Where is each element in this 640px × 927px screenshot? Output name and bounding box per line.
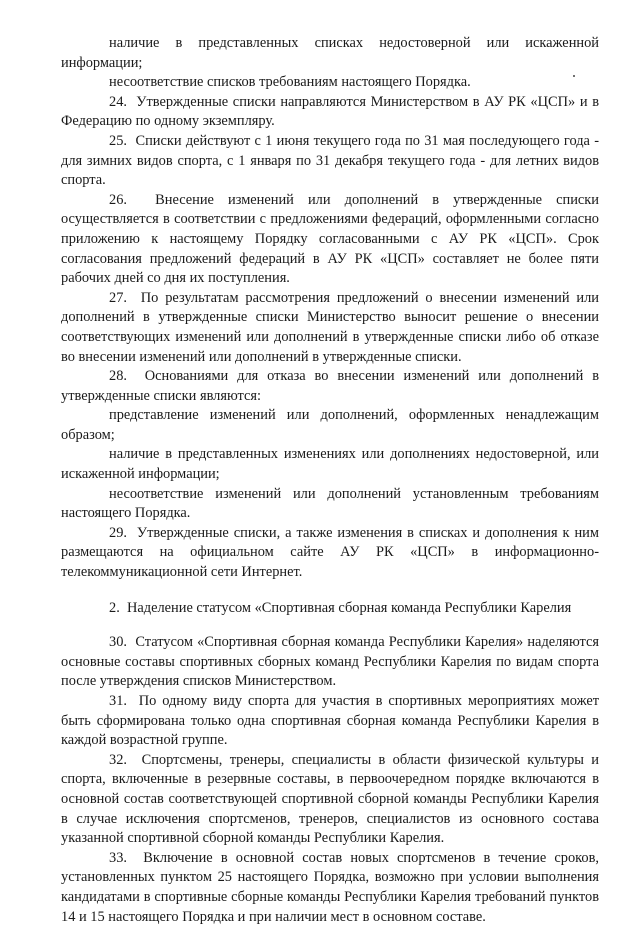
paragraph-26: 26. Внесение изменений или дополнений в утвержденные списки осуществляется в соответствии с предложениями федераций, оформленными согласно приложению к настоящему Порядку согласованными с АУ РК «ЦСП». Срок согласования предложений федераций в АУ РК «ЦСП» составляет не более пяти рабочих дней со дня их поступления. xyxy=(61,191,599,287)
paragraph-25: 25. Списки действуют с 1 июня текущего года по 31 мая последующего года - для зимних видов спорта, с 1 января по 31 декабря текущего года - для летних видов спорта. xyxy=(61,132,599,189)
paragraph: несоответствие списков требованиям настоящего Порядка. xyxy=(109,74,471,91)
paragraph: наличие в представленных изменениях или дополнениях недостоверной, или искаженной информации; xyxy=(61,446,599,483)
paragraph-31: 31. По одному виду спорта для участия в спортивных мероприятиях может быть сформирована только одна спортивная сборная команда Республики Карелия в каждой возрастной группе. xyxy=(61,693,599,749)
paragraph-28: 28. Основаниями для отказа во внесении изменений или дополнений в утвержденные списки являются: xyxy=(61,368,599,404)
document-page xyxy=(61,34,599,927)
paragraph: наличие в представленных списках недостоверной или искаженной информации; xyxy=(61,35,599,71)
paragraph-30: 30. Статусом «Спортивная сборная команда Республики Карелия» наделяются основные составы спортивных сборных команд Республики Карелия по видам спорта после утверждения списков Министерством. xyxy=(61,634,599,690)
paragraph-29: 29. Утвержденные списки, а также изменения в списках и дополнения к ним размещаются на официальном сайте АУ РК «ЦСП» в информационно-телекоммуникационной сети Интернет. xyxy=(61,524,599,581)
section-heading: 2. Наделение статусом «Спортивная сборная команда Республики Карелия xyxy=(109,599,572,616)
scan-speck xyxy=(573,75,575,77)
paragraph-24: 24. Утвержденные списки направляются Министерством в АУ РК «ЦСП» и в Федерацию по одному экземпляру. xyxy=(61,93,599,130)
paragraph-32: 32. Спортсмены, тренеры, специалисты в области физической культуры и спорта, включенные в резервные составы, в первоочередном порядке включаются в основной состав соответствующей спортивной сборной команды Республики Карелия в случае исключения спортсменов, тренеров, специалистов из основного состава указанной спортивной сборной команды Республики Карелия. xyxy=(61,751,599,847)
paragraph: представление изменений или дополнений, оформленных ненадлежащим образом; xyxy=(61,407,599,443)
paragraph-27: 27. По результатам рассмотрения предложений о внесении изменений или дополнений в утвержденные списки Министерство выносит решение о внесении соответствующих изменений или дополнений в утвержденные списки либо об отказе во внесении изменений или дополнений в утвержденные списки. xyxy=(61,289,599,365)
paragraph: несоответствие изменений или дополнений установленным требованиям настоящего Порядка. xyxy=(61,485,599,522)
paragraph-33: 33. Включение в основной состав новых спортсменов в течение сроков, установленных пунктом 25 настоящего Порядка, возможно при условии выполнения кандидатами в спортивные сборные команды Республики Карелия требований пунктов 14 и 15 настоящего Порядка и при наличии мест в основном составе. xyxy=(61,849,599,925)
